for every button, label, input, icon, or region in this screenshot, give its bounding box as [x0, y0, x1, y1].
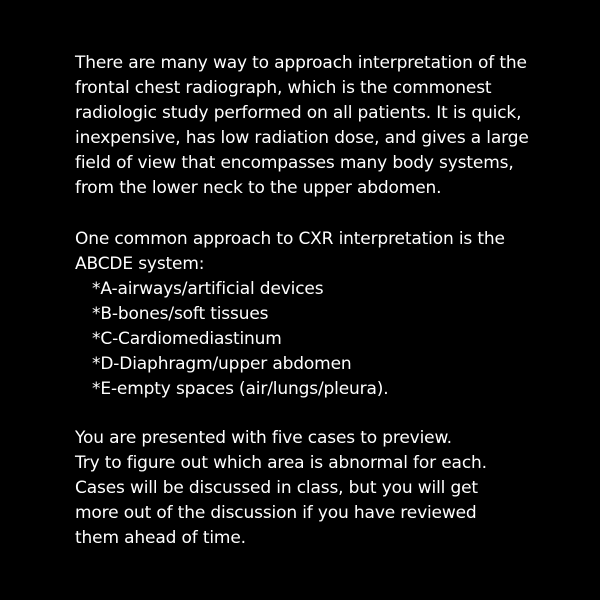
abcde-item-c: *C-Cardiomediastinum [92, 329, 282, 349]
intro-line: frontal chest radiograph, which is the commonest [75, 78, 492, 98]
intro-paragraph [75, 51, 575, 201]
intro-line: field of view that encompasses many body systems, [75, 153, 514, 173]
intro-line: inexpensive, has low radiation dose, and gives a large [75, 128, 529, 148]
abcde-item-b: *B-bones/soft tissues [92, 304, 269, 324]
cases-line: more out of the discussion if you have reviewed [75, 503, 477, 523]
abcde-item-d: *D-Diaphragm/upper abdomen [92, 354, 352, 374]
intro-line: There are many way to approach interpretation of the [75, 53, 527, 73]
intro-line: from the lower neck to the upper abdomen. [75, 178, 442, 198]
cases-paragraph [75, 426, 575, 551]
abcde-item-a: *A-airways/artificial devices [92, 279, 324, 299]
approach-line: ABCDE system: [75, 254, 205, 274]
cases-line: Cases will be discussed in class, but you will get [75, 478, 478, 498]
intro-line: radiologic study performed on all patients. It is quick, [75, 103, 522, 123]
abcde-item-e: *E-empty spaces (air/lungs/pleura). [92, 379, 389, 399]
cases-line: Try to figure out which area is abnormal for each. [75, 453, 487, 473]
approach-paragraph [75, 227, 575, 402]
cases-line: them ahead of time. [75, 528, 246, 548]
cases-line: You are presented with five cases to preview. [75, 428, 452, 448]
approach-line: One common approach to CXR interpretation is the [75, 229, 505, 249]
